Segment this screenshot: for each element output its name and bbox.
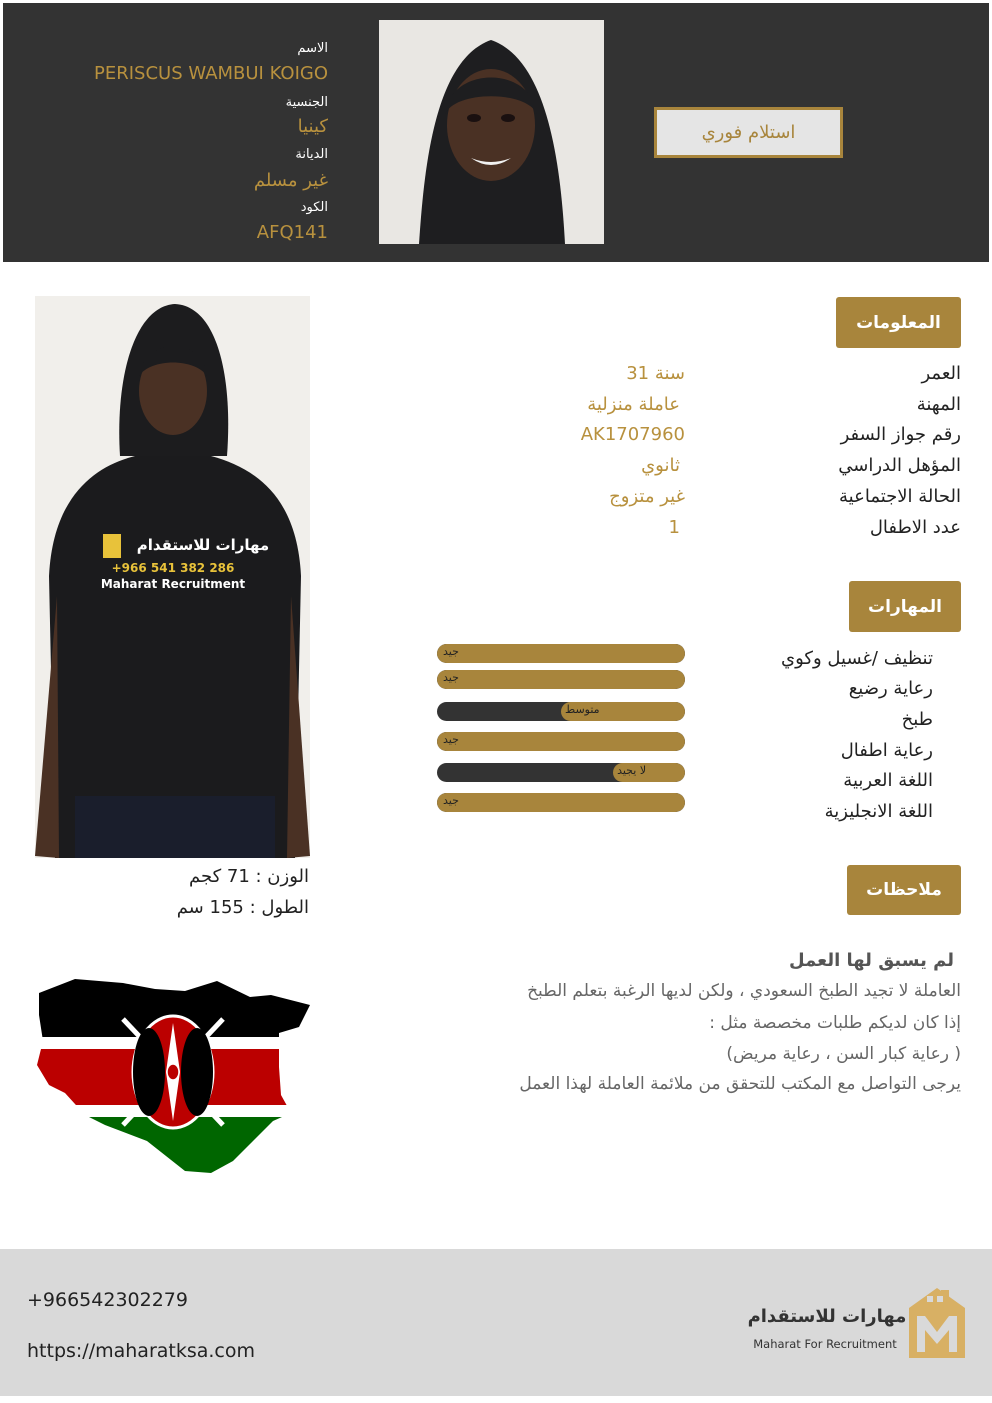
skill-level-text: لا يجيد xyxy=(617,764,647,777)
skill-level-text: جيد xyxy=(443,794,459,807)
weight-text: الوزن : 71 كجم xyxy=(189,866,309,887)
skill-label-cooking: طبخ xyxy=(901,709,933,730)
skill-bar xyxy=(437,644,685,663)
name-value: PERISCUS WAMBUI KOIGO xyxy=(94,63,328,84)
info-label-education: المؤهل الدراسي xyxy=(838,455,961,476)
skill-bar-fill xyxy=(437,644,685,663)
info-value-age: 31 سنة xyxy=(626,363,685,384)
info-label-children: عدد الاطفال xyxy=(869,517,961,538)
skill-bar-fill xyxy=(437,732,685,751)
info-label-profession: المهنة xyxy=(916,394,961,415)
notes-line-4: يرجى التواصل مع المكتب للتحقق من ملائمة العاملة لهذا العمل xyxy=(519,1074,961,1094)
notes-line-2: إذا كان لديكم طلبات مخصصة مثل : xyxy=(709,1013,961,1033)
skill-label-child-care: رعاية اطفال xyxy=(840,740,933,761)
skills-section-title: المهارات xyxy=(849,581,961,632)
nationality-value: كينيا xyxy=(297,116,328,137)
skill-bar-fill xyxy=(437,670,685,689)
info-value-children: 1 xyxy=(668,517,680,538)
info-label-marital: الحالة الاجتماعية xyxy=(839,486,961,507)
footer-logo-en: Maharat For Recruitment xyxy=(753,1337,897,1351)
footer-phone[interactable]: +966542302279 xyxy=(27,1289,188,1311)
skill-bar xyxy=(437,763,685,782)
shirt-phone: +966 541 382 286 xyxy=(111,561,235,575)
code-label: الكود xyxy=(300,200,328,215)
skill-level-text: جيد xyxy=(443,645,459,658)
skill-level-text: متوسط xyxy=(565,703,600,716)
info-value-marital: غير متزوج xyxy=(609,486,685,507)
religion-value: غير مسلم xyxy=(253,170,328,191)
code-value: AFQ141 xyxy=(256,222,328,243)
name-label: الاسم xyxy=(297,41,328,56)
info-value-profession: عاملة منزلية xyxy=(587,394,680,415)
shirt-brand-ar: مهارات للاستقدام xyxy=(136,536,270,554)
skill-level-text: جيد xyxy=(443,671,459,684)
skill-bar xyxy=(437,702,685,721)
notes-heading: لم يسبق لها العمل xyxy=(789,950,954,971)
religion-label: الديانة xyxy=(295,147,328,162)
skill-level-text: جيد xyxy=(443,733,459,746)
info-label-passport: رقم جواز السفر xyxy=(840,424,961,445)
skill-bar xyxy=(437,793,685,812)
worker-portrait-photo xyxy=(379,20,604,244)
info-value-education: ثانوي xyxy=(641,455,680,476)
kenya-flag-map xyxy=(35,975,310,1177)
skill-bar xyxy=(437,670,685,689)
skill-label-infant-care: رعاية رضيع xyxy=(848,678,933,699)
maharat-logo-icon xyxy=(745,1286,970,1362)
skill-label-english: اللغة الانجليزية xyxy=(824,801,933,822)
skill-bar xyxy=(437,732,685,751)
shirt-brand-en: Maharat Recruitment xyxy=(100,577,246,591)
footer-logo-ar: مهارات للاستقدام xyxy=(747,1306,907,1327)
skill-label-cleaning: تنظيف /غسيل وكوي xyxy=(781,648,933,669)
instant-delivery-button[interactable]: استلام فوري xyxy=(654,107,843,158)
maharat-logo xyxy=(745,1286,970,1362)
height-text: الطول : 155 سم xyxy=(176,897,309,918)
footer-website-link[interactable]: https://maharatksa.com xyxy=(27,1340,256,1362)
info-section-title: المعلومات xyxy=(836,297,961,348)
worker-full-body-photo xyxy=(35,296,310,858)
skill-label-arabic: اللغة العربية xyxy=(843,770,933,791)
notes-line-3: ( رعاية كبار السن ، رعاية مريض) xyxy=(726,1044,961,1064)
notes-line-1: العاملة لا تجيد الطبخ السعودي ، ولكن لديها الرغبة بتعلم الطبخ xyxy=(527,981,961,1001)
info-label-age: العمر xyxy=(921,363,961,384)
notes-section-title: ملاحظات xyxy=(847,865,961,915)
nationality-label: الجنسية xyxy=(285,95,328,110)
skill-bar-fill xyxy=(437,793,685,812)
info-value-passport: AK1707960 xyxy=(580,424,685,445)
